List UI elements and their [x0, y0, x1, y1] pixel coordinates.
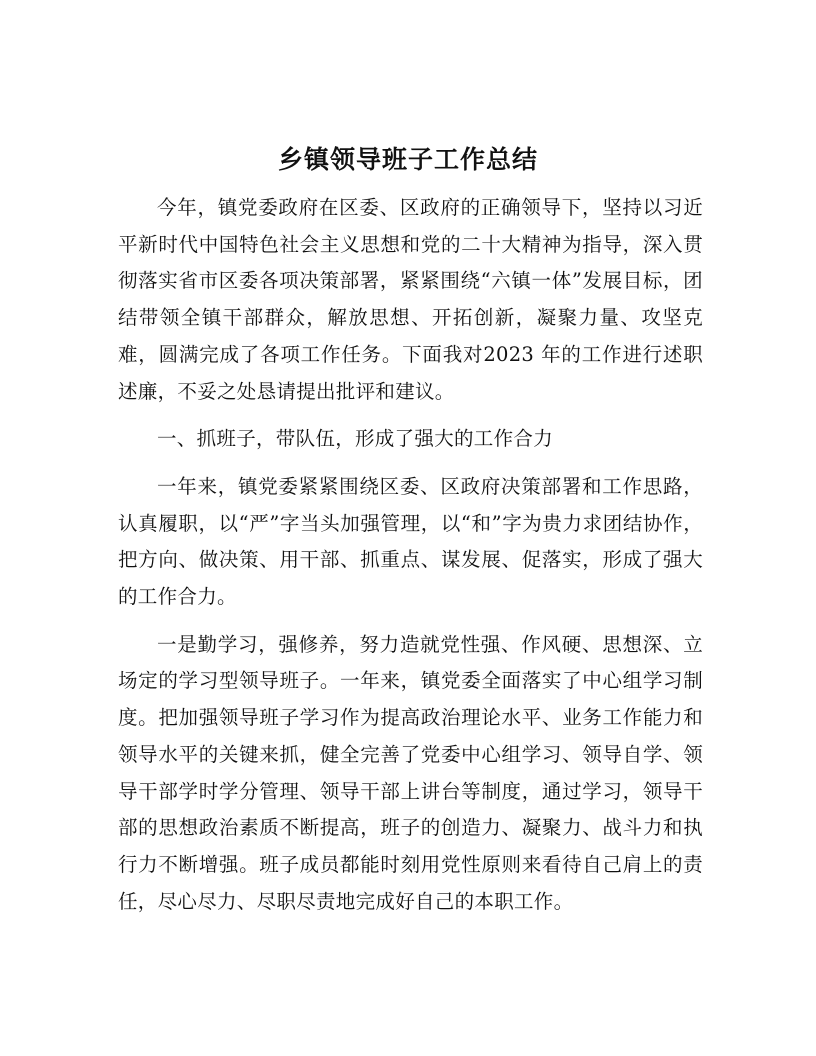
paragraph-section-1: 一年来，镇党委紧紧围绕区委、区政府决策部署和工作思路，认真履职，以“严”字当头加强管理，以“和”字为贵力求团结协作，把方向、做决策、用干部、抓重点、谋发展、促落实，形成了强大的工作合力。 [118, 474, 703, 609]
paragraph-study: 一是勤学习，强修养，努力造就党性强、作风硬、思想深、立场定的学习型领导班子。一年来，镇党委全面落实了中心组学习制度。把加强领导班子学习作为提高政治理论水平、业务工作能力和领导水平的关键来抓，健全完善了党委中心组学习、领导自学、领导干部学时学分管理、领导干部上讲台等制度，通过学习，领导干部的思想政治素质不断提高，班子的创造力、凝聚力、战斗力和执行力不断增强。班子成员都能时刻用党性原则来看待自己肩上的责任，尽心尽力、尽职尽责地完成好自己的本职工作。 [118, 632, 703, 913]
paragraph-intro: 今年，镇党委政府在区委、区政府的正确领导下，坚持以习近平新时代中国特色社会主义思想和党的二十大精神为指导，深入贯彻落实省市区委各项决策部署，紧紧围绕“六镇一体”发展目标，团结带领全镇干部群众，解放思想、开拓创新，凝聚力量、攻坚克难，圆满完成了各项工作任务。下面我对2023 年的工作进行述职述廉，不妥之处恳请提出批评和建议。 [118, 196, 703, 403]
document-title: 乡镇领导班子工作总结 [277, 145, 538, 174]
section-heading-1: 一、抓班子，带队伍，形成了强大的工作合力 [157, 427, 554, 451]
document-body [118, 190, 703, 920]
